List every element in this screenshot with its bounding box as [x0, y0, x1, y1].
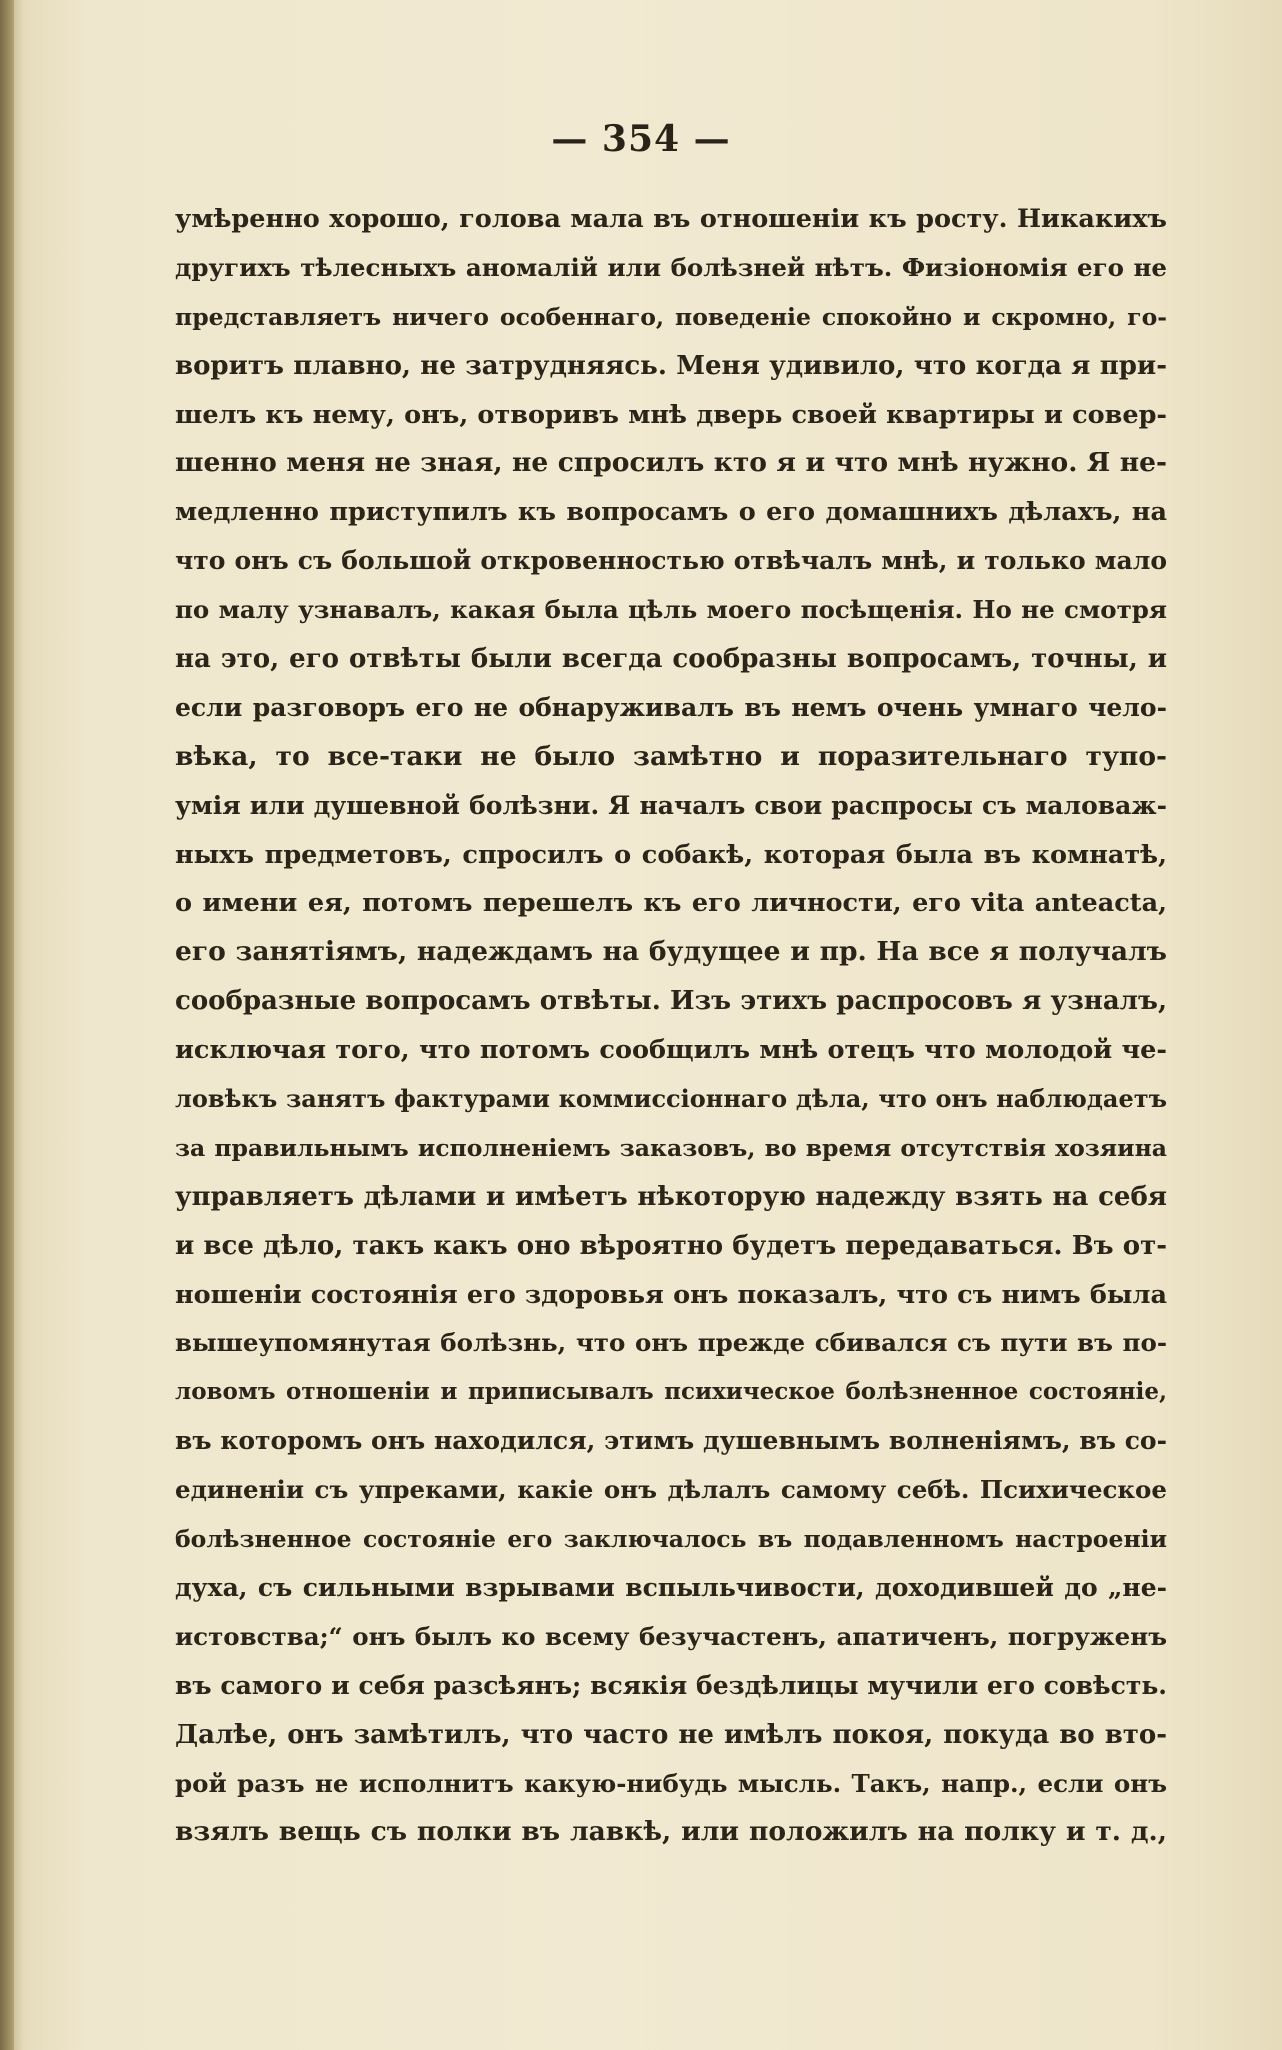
text-line: въ которомъ онъ находился, этимъ душевнымъ волненiямъ, въ со-	[175, 1426, 1167, 1456]
text-line: управляетъ дѣлами и имѣетъ нѣкоторую надежду взять на себя	[175, 1181, 1167, 1212]
text-line: Далѣе, онъ замѣтилъ, что часто не имѣлъ покоя, покуда во вто-	[175, 1719, 1167, 1750]
text-line: на это, его отвѣты были всегда сообразны вопросамъ, точны, и	[175, 644, 1167, 675]
text-line: въ самого и себя разсѣянъ; всякiя бездѣлицы мучили его совѣсть.	[175, 1670, 1167, 1700]
text-line: болѣзненное состоянiе его заключалось въ подавленномъ настроенiи	[175, 1525, 1167, 1554]
text-line: духа, съ сильными взрывами вспыльчивости, доходившей до „не-	[175, 1572, 1167, 1602]
text-line: рой разъ не исполнитъ какую-нибудь мысль. Такъ, напр., если онъ	[175, 1768, 1167, 1798]
text-line: умiя или душевной болѣзни. Я началъ свои распросы съ маловаж-	[175, 790, 1167, 820]
body-text	[175, 195, 1167, 1857]
text-line: медленно приступилъ къ вопросамъ о его домашнихъ дѣлахъ, на	[175, 497, 1167, 528]
text-line: представляетъ ничего особеннаго, поведенiе спокойно и скромно, го-	[175, 302, 1167, 331]
text-line: единенiи съ упреками, какiе онъ дѣлалъ самому себѣ. Психическое	[175, 1475, 1167, 1505]
text-line: ношенiи состоянiя его здоровья онъ показалъ, что съ нимъ была	[175, 1279, 1167, 1310]
text-line: шенно меня не зная, не спросилъ кто я и что мнѣ нужно. Я не-	[175, 447, 1167, 479]
text-line: его занятiямъ, надеждамъ на будущее и пр. На все я получалъ	[175, 936, 1167, 968]
text-line: вѣка, то все-таки не было замѣтно и поразительнаго тупо-	[175, 740, 1167, 772]
text-line: исключая того, что потомъ сообщилъ мнѣ отецъ что молодой че-	[175, 1035, 1167, 1066]
page-number: — 354 —	[551, 118, 731, 160]
text-line: если разговоръ его не обнаруживалъ въ немъ очень умнаго чело-	[175, 692, 1167, 722]
text-line: другихъ тѣлесныхъ аномалiй или болѣзней нѣтъ. Физiономiя его не	[175, 252, 1167, 282]
text-line: ловомъ отношенiи и приписывалъ психическое болѣзненное состоянiе,	[175, 1378, 1167, 1406]
text-line: по малу узнавалъ, какая была цѣль моего посѣщенiя. Но не смотря	[175, 595, 1167, 625]
text-line: ловѣкъ занятъ фактурами коммиссiоннаго дѣла, что онъ наблюдаетъ	[175, 1084, 1167, 1114]
text-line: и все дѣло, такъ какъ оно вѣроятно будетъ передаваться. Въ от-	[175, 1230, 1167, 1261]
text-line: истовства;“ онъ былъ ко всему безучастенъ, апатиченъ, погруженъ	[175, 1621, 1167, 1651]
text-line: сообразные вопросамъ отвѣты. Изъ этихъ распросовъ я узналъ,	[175, 986, 1167, 1017]
text-line: что онъ съ большой откровенностью отвѣчалъ мнѣ, и только мало	[175, 546, 1167, 576]
text-line: шелъ къ нему, онъ, отворивъ мнѣ дверь своей квартиры и совер-	[175, 399, 1167, 430]
text-line: умѣренно хорошо, голова мала въ отношенiи къ росту. Никакихъ	[175, 204, 1167, 234]
text-line: вышеупомянутая болѣзнь, что онъ прежде сбивался съ пути въ по-	[175, 1328, 1167, 1358]
text-line: воритъ плавно, не затрудняясь. Меня удивило, что когда я при-	[175, 350, 1167, 381]
text-line: за правильнымъ исполненiемъ заказовъ, во время отсутствiя хозяина	[175, 1133, 1167, 1162]
text-line: о имени ея, потомъ перешелъ къ его личности, его vita anteacta,	[175, 888, 1167, 919]
text-line: ныхъ предметовъ, спросилъ о собакѣ, которая была въ комнатѣ,	[175, 839, 1167, 870]
text-line: взялъ вещь съ полки въ лавкѣ, или положилъ на полку и т. д.,	[175, 1816, 1167, 1848]
